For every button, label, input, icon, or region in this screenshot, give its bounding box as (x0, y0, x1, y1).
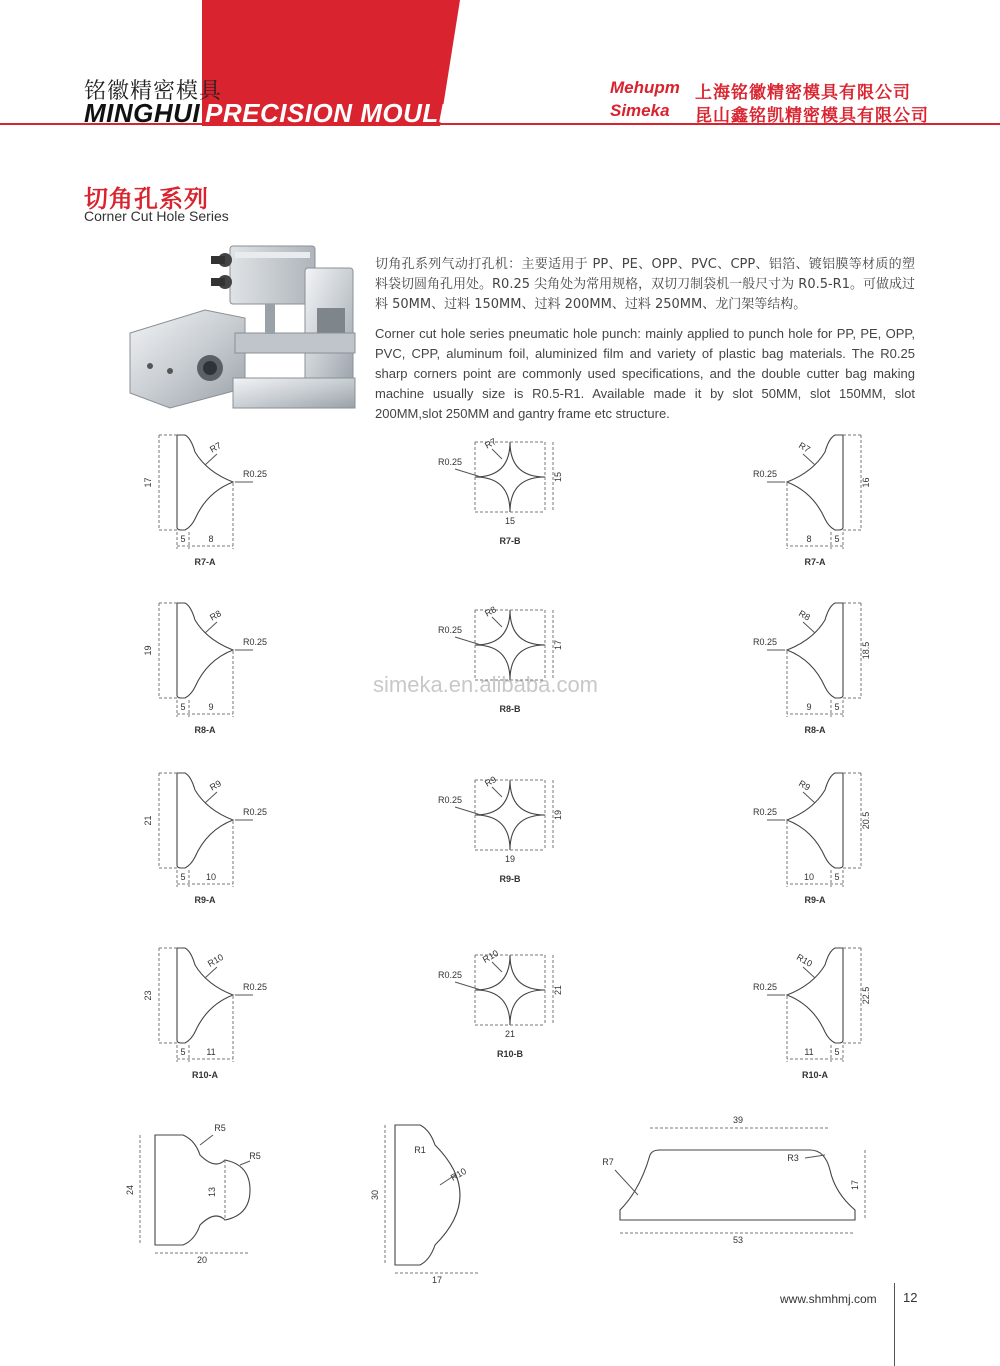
dim-height: 17 (850, 1179, 860, 1191)
dim-height: 18.5 (861, 641, 871, 660)
dim-corner: R0.25 (752, 469, 778, 479)
dim-radius-right: R3 (787, 1153, 799, 1163)
dim-height: 21 (143, 815, 153, 826)
dim-corner: R0.25 (752, 982, 778, 992)
leader-line (455, 637, 481, 645)
drawing-caption: R8-A (194, 725, 216, 735)
dim-radius: R8 (208, 608, 223, 623)
dim-radius: R9 (208, 778, 223, 793)
dim-width-2: 11 (206, 1047, 216, 1057)
drawing-caption: R9-B (499, 874, 521, 884)
cutter-profile-extra-2 (395, 1125, 460, 1265)
cutter-profile-b (475, 955, 545, 1025)
dim-width-2: 8 (208, 534, 214, 544)
leader-line (205, 454, 217, 465)
company-cn-2: 昆山鑫铭凯精密模具有限公司 (695, 106, 929, 126)
dim-bottom-width: 53 (732, 1235, 744, 1245)
drawing-caption: R9-A (804, 895, 826, 905)
dim-height: 16 (861, 477, 871, 488)
drawing-caption: R8-A (804, 725, 826, 735)
dim-radius: R7 (797, 440, 812, 455)
brand-tagline-en: PRECISION MOULD (205, 98, 459, 128)
watermark: simeka.en.alibaba.com (373, 672, 599, 697)
dim-radius: R9 (483, 774, 498, 789)
dim-width-1: 5 (834, 702, 840, 712)
drawing-caption: R10-A (801, 1070, 829, 1080)
dim-radius: R8 (797, 608, 812, 623)
dim-radius-top: R5 (214, 1123, 226, 1133)
dim-radius: R7 (208, 440, 223, 455)
drawing-caption: R7-B (499, 536, 521, 546)
dim-width: 21 (504, 1029, 516, 1039)
leader-line (492, 617, 502, 627)
cutter-profile-a (177, 435, 233, 530)
description-en: Corner cut hole series pneumatic hole punch: mainly applied to punch hole for PP, PE, OPP, PVC, CPP, aluminum foil, aluminized film and variety of plastic bag materials. The R0.25 sharp corners point are commonly used specifications, and the double cutter bag making machine usually size is R0.5-R1. Available made it by slot 50MM, slot 150MM, slot 200MM,slot 250MM and gantry frame etc structure. (375, 326, 915, 421)
cutter-profile-b (475, 780, 545, 850)
dim-width-1: 5 (834, 872, 840, 882)
leader-line (205, 792, 217, 803)
dim-radius: R7 (483, 436, 498, 451)
dim-corner: R0.25 (242, 982, 268, 992)
leader-line (455, 469, 481, 477)
dim-width-2: 10 (803, 872, 815, 882)
dim-top-width: 39 (732, 1115, 744, 1125)
dim-corner: R0.25 (437, 625, 463, 635)
cutter-profile-b (475, 442, 545, 512)
dim-radius: R9 (797, 778, 812, 793)
dim-corner: R0.25 (242, 807, 268, 817)
dim-corner: R0.25 (437, 795, 463, 805)
dim-width: 19 (504, 854, 516, 864)
page-number: 12 (903, 1290, 918, 1305)
dim-radius: R10 (205, 951, 226, 969)
dim-corner: R0.25 (437, 970, 463, 980)
description-cn: 切角孔系列气动打孔机：主要适用于 PP、PE、OPP、PVC、CPP、铝箔、镀铝膜等材质的塑料袋切圆角孔用处。R0.25 尖角处为常用规格，双切刀制袋机一般尺寸为 R0.5-R1。可做成过料 50MM、过料 150MM、过料 200MM、过料 250MM、龙门架等结构。 (375, 257, 915, 312)
cutter-profile-a (177, 603, 233, 698)
leader-line (200, 1135, 213, 1145)
dim-corner: R0.25 (242, 637, 268, 647)
dim-height: 19 (553, 809, 563, 821)
leader-line (803, 622, 815, 633)
dim-height: 17 (553, 639, 563, 651)
dim-width-1: 5 (180, 534, 186, 544)
dim-height: 15 (553, 471, 563, 483)
dim-width: 15 (504, 516, 516, 526)
dim-width-1: 5 (180, 872, 186, 882)
dim-radius: R8 (483, 604, 498, 619)
dim-width-1: 5 (180, 702, 186, 712)
leader-line (455, 807, 481, 815)
drawing-caption: R7-A (194, 557, 216, 567)
dim-width-1: 5 (834, 1047, 840, 1057)
leader-line (205, 622, 217, 633)
cutter-profile-a (787, 435, 843, 530)
dim-width: 20 (196, 1255, 208, 1265)
dim-inner: 13 (207, 1186, 217, 1198)
dim-corner: R0.25 (437, 457, 463, 467)
cutter-profile-a (177, 773, 233, 868)
dim-radius-arc: R10 (448, 1165, 469, 1183)
cutter-profile-extra-3 (620, 1150, 855, 1220)
leader-line (805, 1155, 825, 1158)
dim-corner: R0.25 (752, 637, 778, 647)
drawing-caption: R8-B (499, 704, 521, 714)
cutter-profile-a (177, 948, 233, 1043)
company-en-2: Simeka (610, 101, 670, 120)
dim-height: 23 (143, 990, 153, 1001)
leader-line (492, 449, 502, 459)
dim-radius-top: R1 (414, 1145, 426, 1155)
section-title-cn: 切角孔系列 (84, 185, 209, 213)
footer-divider (894, 1283, 895, 1366)
dim-corner: R0.25 (242, 469, 268, 479)
cutter-profile-a (787, 948, 843, 1043)
dim-radius: R10 (794, 951, 815, 969)
dim-radius: R10 (480, 947, 501, 965)
dim-width-1: 5 (834, 534, 840, 544)
dim-radius-left: R7 (602, 1157, 614, 1167)
cutter-profile-a (787, 603, 843, 698)
brand-name-en: MINGHUI (84, 98, 201, 128)
leader-line (803, 454, 815, 465)
drawing-caption: R10-A (191, 1070, 219, 1080)
leader-line (240, 1161, 250, 1165)
footer-url[interactable]: www.shmhmj.com (780, 1292, 877, 1306)
brand-name-cn: 铭徽精密模具 (84, 79, 223, 104)
leader-line (803, 792, 815, 803)
dim-height: 20.5 (861, 811, 871, 830)
leader-line (492, 962, 502, 972)
leader-line (455, 982, 481, 990)
dim-radius-side: R5 (249, 1151, 261, 1161)
dim-height: 24 (125, 1184, 135, 1196)
cutter-profile-a (787, 773, 843, 868)
dim-width-1: 5 (180, 1047, 186, 1057)
leader-line (615, 1170, 638, 1195)
dim-height: 21 (553, 984, 563, 996)
dim-height: 19 (143, 645, 153, 656)
drawing-caption: R9-A (194, 895, 216, 905)
dim-width-2: 11 (804, 1047, 814, 1057)
cutter-profile-b (475, 610, 545, 680)
dim-width: 17 (431, 1275, 443, 1285)
section-title-en: Corner Cut Hole Series (84, 208, 229, 224)
company-cn-1: 上海铭徽精密模具有限公司 (695, 83, 911, 103)
dim-width-2: 10 (205, 872, 217, 882)
dim-width-2: 9 (208, 702, 214, 712)
dim-height: 17 (143, 477, 153, 488)
drawing-caption: R7-A (804, 557, 826, 567)
dim-width-2: 9 (806, 702, 812, 712)
leader-line (492, 787, 502, 797)
cutter-profile-extra-1 (155, 1135, 250, 1245)
dim-width-2: 8 (806, 534, 812, 544)
dim-height: 30 (370, 1189, 380, 1201)
dim-corner: R0.25 (752, 807, 778, 817)
company-en-1: Mehupm (610, 78, 680, 97)
drawing-caption: R10-B (496, 1049, 524, 1059)
dim-height: 22.5 (861, 986, 871, 1005)
